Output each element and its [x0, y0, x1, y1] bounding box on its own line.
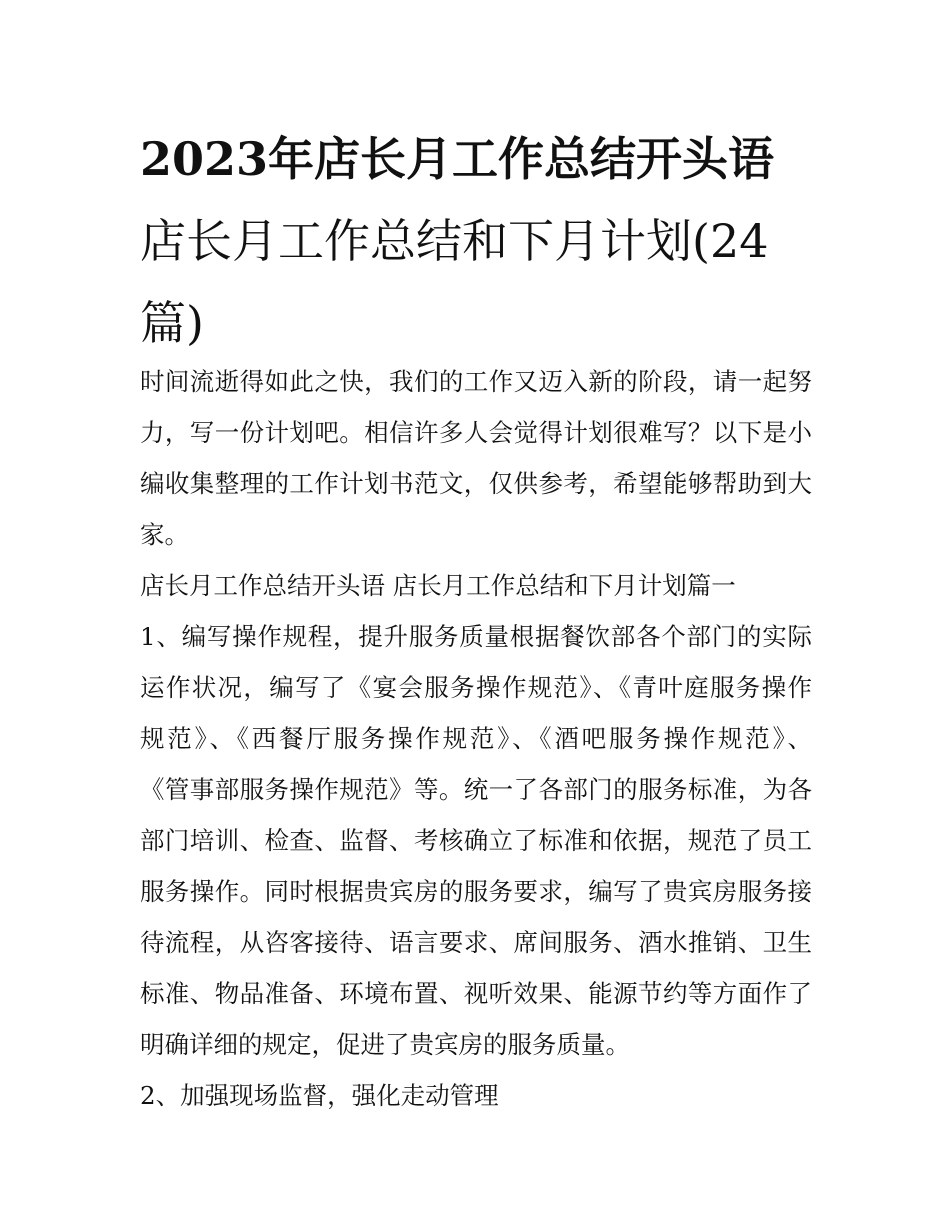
text-line: 部门培训、检查、监督、考核确立了标准和依据，规范了员工 — [140, 826, 812, 855]
title-line-3: 篇) — [140, 296, 204, 350]
text-line: 时间流逝得如此之快，我们的工作又迈入新的阶段，请一起努 — [140, 367, 812, 396]
item-2-paragraph — [140, 1070, 812, 1121]
title-line-1: 2023年店长月工作总结开头语 — [140, 132, 775, 186]
document-body — [140, 356, 812, 1121]
text-line: 运作状况，编写了《宴会服务操作规范》、《青叶庭服务操作 — [140, 673, 812, 702]
document-title — [140, 118, 812, 364]
text-line: 明确详细的规定，促进了贵宾房的服务质量。 — [140, 1030, 630, 1059]
section-heading — [140, 560, 812, 611]
text-line: 待流程，从咨客接待、语言要求、席间服务、酒水推销、卫生 — [140, 928, 812, 957]
text-line: 编收集整理的工作计划书范文，仅供参考，希望能够帮助到大 — [140, 469, 812, 498]
item-1-paragraph — [140, 611, 812, 1070]
document-page — [140, 118, 812, 1110]
text-line: 规范》、《西餐厅服务操作规范》、《酒吧服务操作规范》、 — [140, 724, 812, 753]
text-line: 力，写一份计划吧。相信许多人会觉得计划很难写？以下是小 — [140, 418, 812, 447]
intro-paragraph — [140, 356, 812, 560]
text-line: 服务操作。同时根据贵宾房的服务要求，编写了贵宾房服务接 — [140, 877, 812, 906]
text-line: 《管事部服务操作规范》等。统一了各部门的服务标准，为各 — [140, 775, 812, 804]
text-line: 标准、物品准备、环境布置、视听效果、能源节约等方面作了 — [140, 979, 812, 1008]
text-line: 家。 — [140, 520, 189, 549]
text-line: 1、编写操作规程，提升服务质量根据餐饮部各个部门的实际 — [140, 622, 812, 651]
text-line: 2、加强现场监督，强化走动管理 — [140, 1081, 499, 1110]
text-line: 店长月工作总结开头语 店长月工作总结和下月计划篇一 — [140, 571, 736, 600]
title-line-2: 店长月工作总结和下月计划(24 — [140, 214, 769, 268]
